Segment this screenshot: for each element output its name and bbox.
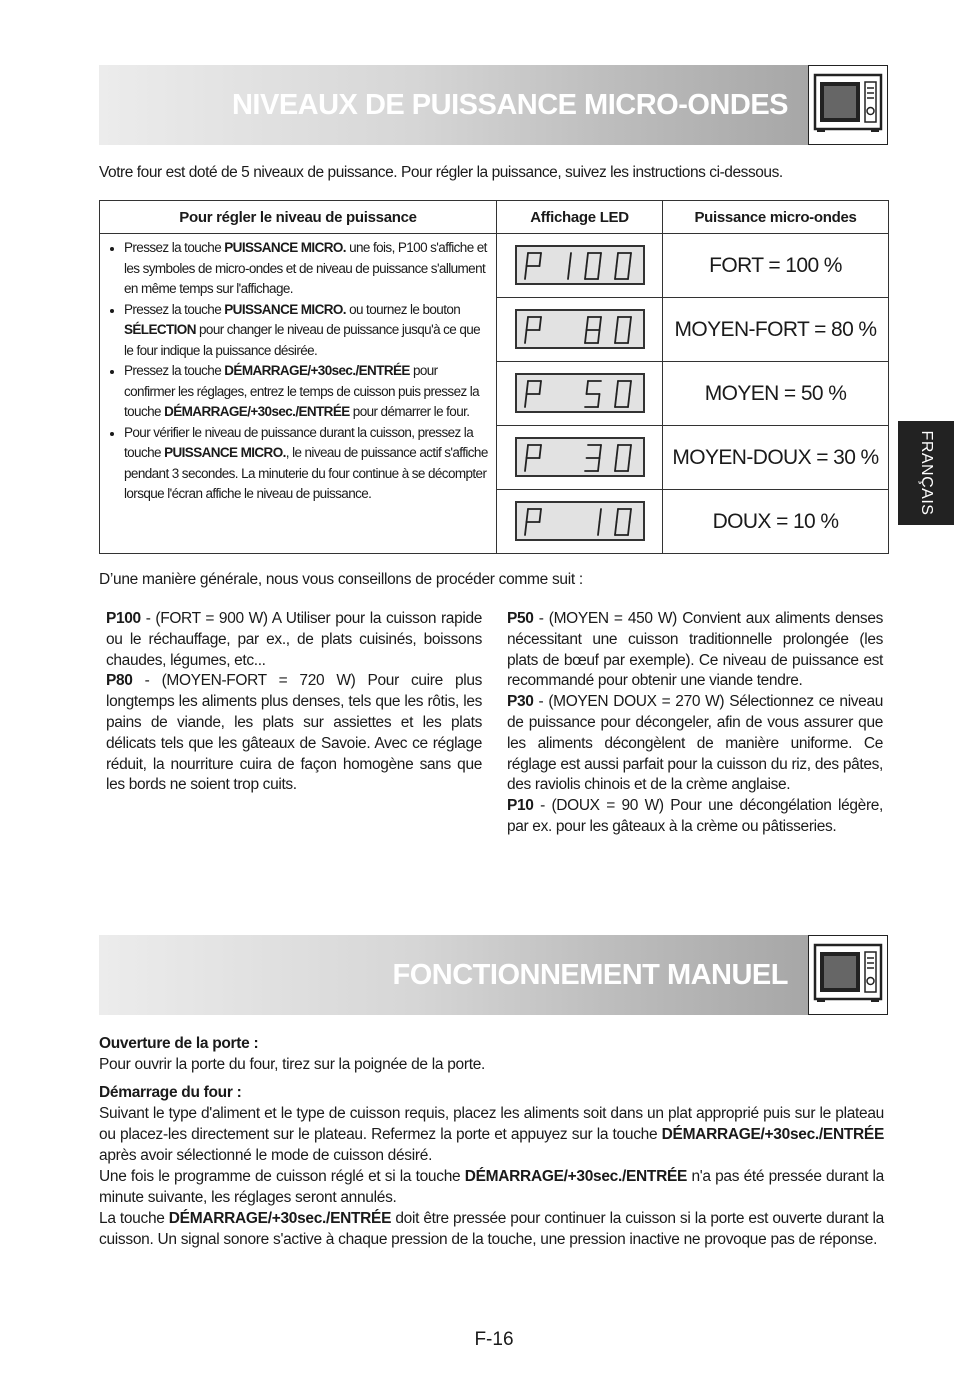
levels-column-left (106, 609, 482, 796)
level-p50: P50 - (MOYEN = 450 W) Convient aux aliments denses nécessitant une cuisson traditionnelle prolongée (les plats de bœuf par exemple). Ce niveau de puissance est recommandé pour obtenir une viande tendre. (507, 610, 883, 690)
seven-segment-digits (517, 247, 643, 283)
led-segment (616, 317, 618, 330)
table-header: Affichage LED (497, 201, 663, 234)
power-cell: MOYEN = 50 % (663, 362, 889, 426)
seven-segment-digits (517, 375, 643, 411)
power-level-table (99, 200, 889, 554)
led-display (515, 437, 645, 477)
led-segment (598, 522, 600, 535)
level-p100: P100 - (FORT = 900 W) A Utiliser pour la cuisson rapide ou le réchauffage, par ex., de plats cuisinés, boissons chaudes, légumes, etc... (106, 610, 482, 669)
door-text: Pour ouvrir la porte du four, tirez sur la poignée de la porte. (99, 1056, 486, 1073)
power-cell: MOYEN-DOUX = 30 % (663, 426, 889, 490)
page-number: F-16 (474, 1329, 514, 1350)
led-segment (598, 330, 600, 343)
start-section (99, 1082, 884, 1250)
led-segment (628, 522, 630, 535)
advice-intro: D’une manière générale, nous vous conseillons de procéder comme suit : (99, 571, 583, 588)
instruction-item: • Pressez la touche PUISSANCE MICRO. une fois, P100 s'affiche et les symboles de micro-ondes et de niveau de puissance s'allument en même temps sur l'affichage. (124, 238, 490, 300)
led-segment (586, 317, 588, 330)
led-segment (526, 381, 528, 394)
led-segment (585, 266, 587, 279)
led-cell (497, 234, 663, 298)
led-segment (616, 509, 618, 522)
led-segment (628, 330, 630, 343)
led-segment (629, 445, 631, 458)
led-segment (598, 394, 600, 407)
level-p10: P10 - (DOUX = 90 W) Pour une décongélation légère, par ex. pour les gâteaux à la crème ou pâtisseries. (507, 797, 883, 835)
table-header: Pour régler le niveau de puissance (100, 201, 497, 234)
led-cell (497, 426, 663, 490)
level-p30: P30 - (MOYEN DOUX = 270 W) Sélectionnez ce niveau de puissance pour décongeler, afin de vous assurer que les aliments décongèlent de manière uniforme. Ce réglage est aussi parfait pour la cuisson du riz, des pâtes, des raviolis chinois et de la crème anglaise. (507, 693, 883, 794)
instruction-item: • Pour vérifier le niveau de puissance durant la cuisson, pressez la touche PUISSANCE MICRO., le niveau de puissance actif s'affiche pendant 3 secondes. La minuterie du four continue à se décompter lorsque l'écran affiche le niveau de puissance. (124, 423, 490, 505)
language-tab: FRANÇAIS (898, 421, 954, 525)
section-banner-manual-operation (99, 935, 888, 1015)
led-cell (497, 298, 663, 362)
led-segment (628, 266, 630, 279)
led-segment (539, 445, 541, 458)
led-segment (629, 509, 631, 522)
led-segment (539, 317, 541, 330)
led-segment (599, 317, 601, 330)
start-heading: Démarrage du four : (99, 1084, 242, 1101)
section-title: NIVEAUX DE PUISSANCE MICRO-ONDES (231, 89, 788, 121)
led-segment (629, 317, 631, 330)
led-segment (526, 253, 528, 266)
led-segment (629, 381, 631, 394)
intro-text: Votre four est doté de 5 niveaux de puissance. Pour régler la puissance, suivez les instructions ci-dessous. (99, 164, 783, 181)
led-segment (598, 458, 600, 471)
level-p80: P80 - (MOYEN-FORT = 720 W) Pour cuire plus longtemps les aliments plus denses, tels que les rôtis, les pains de viande, les plats sur assiettes et les plats délicats tels que les gâteaux de Savoie. Avec ce réglage réduit, la nourriture cuira de façon homogène sans que les bords ne soient trop cuits. (106, 672, 482, 794)
led-segment (616, 253, 618, 266)
led-segment (599, 445, 601, 458)
seven-segment-digits (517, 503, 643, 539)
led-segment (615, 330, 617, 343)
led-segment (539, 509, 541, 522)
instructions-cell (100, 234, 497, 554)
led-segment (615, 394, 617, 407)
led-display (515, 245, 645, 285)
led-segment (599, 253, 601, 266)
led-display (515, 309, 645, 349)
microwave-icon (808, 935, 888, 1015)
led-segment (526, 445, 528, 458)
led-segment (586, 381, 588, 394)
power-cell: DOUX = 10 % (663, 490, 889, 554)
led-cell (497, 490, 663, 554)
led-segment (526, 509, 528, 522)
led-segment (526, 317, 528, 330)
seven-segment-digits (517, 311, 643, 347)
led-segment (628, 458, 630, 471)
led-segment (616, 381, 618, 394)
led-segment (628, 394, 630, 407)
section-banner-power-levels (99, 65, 888, 145)
start-paragraph: Suivant le type d'aliment et le type de cuisson requis, placez les aliments soit dans un plat approprié puis sur le plateau ou placez-les directement sur le plateau. Refermez la porte et appuyez sur la touche DÉMARRAGE/+30sec./ENTRÉE après avoir sélectionné le mode de cuisson désiré. (99, 1105, 884, 1164)
led-segment (615, 266, 617, 279)
door-section (99, 1033, 884, 1075)
levels-column-right (507, 609, 883, 838)
led-segment (586, 253, 588, 266)
led-display (515, 501, 645, 541)
led-segment (615, 522, 617, 535)
led-segment (616, 445, 618, 458)
led-segment (568, 266, 570, 279)
led-cell (497, 362, 663, 426)
led-segment (525, 266, 527, 279)
section-title: FONCTIONNEMENT MANUEL (392, 959, 788, 991)
led-segment (598, 266, 600, 279)
led-display (515, 373, 645, 413)
led-segment (585, 330, 587, 343)
led-segment (615, 458, 617, 471)
power-cell: FORT = 100 % (663, 234, 889, 298)
door-heading: Ouverture de la porte : (99, 1035, 259, 1052)
led-segment (525, 330, 527, 343)
start-paragraph: Une fois le programme de cuisson réglé et si la touche DÉMARRAGE/+30sec./ENTRÉE n'a pas été pressée durant la minute suivante, les réglages seront annulés. (99, 1168, 884, 1206)
seven-segment-digits (517, 439, 643, 475)
led-segment (599, 509, 601, 522)
led-segment (629, 253, 631, 266)
instruction-item: • Pressez la touche DÉMARRAGE/+30sec./ENTRÉE pour confirmer les réglages, entrez le temps de cuisson puis pressez la touche DÉMARRAGE/+30sec./ENTRÉE pour démarrer le four. (124, 361, 490, 423)
start-paragraph: La touche DÉMARRAGE/+30sec./ENTRÉE doit être pressée pour continuer la cuisson si la porte est ouverte durant la cuisson. Un signal sonore s'active à chaque pression de la touche, une pression inactive ne provoque pas de réponse. (99, 1210, 884, 1248)
led-segment (525, 522, 527, 535)
instruction-item: • Pressez la touche PUISSANCE MICRO. ou tournez le bouton SÉLECTION pour changer le niveau de puissance jusqu'à ce que le four indique la puissance désirée. (124, 300, 490, 362)
table-header: Puissance micro-ondes (663, 201, 889, 234)
led-segment (539, 381, 541, 394)
led-segment (525, 394, 527, 407)
led-segment (539, 253, 541, 266)
led-segment (569, 253, 571, 266)
power-cell: MOYEN-FORT = 80 % (663, 298, 889, 362)
led-segment (525, 458, 527, 471)
microwave-icon (808, 65, 888, 145)
